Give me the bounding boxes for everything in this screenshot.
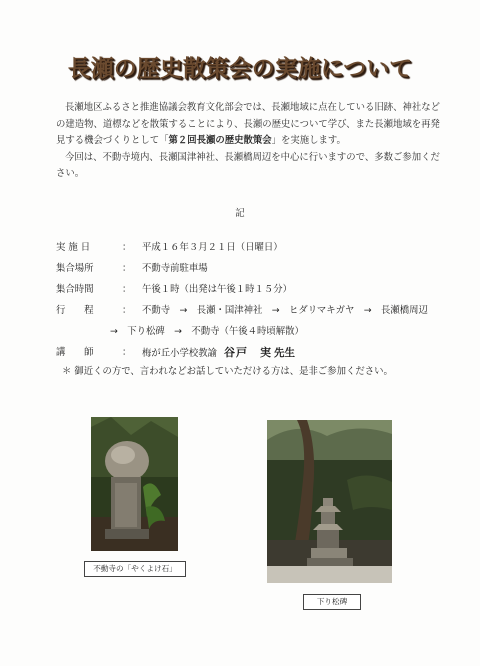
detail-colon: ： bbox=[122, 305, 132, 316]
detail-colon: ： bbox=[122, 242, 132, 253]
detail-value: 不動寺 → 長瀬・国津神社 → ヒダリマキガヤ → 長瀬橋周辺 bbox=[142, 305, 428, 316]
document-title: 長瀬の歴史散策会の実施について bbox=[67, 55, 413, 82]
caption-sagarimatsu-monument: 下り松碑 bbox=[303, 594, 361, 610]
intro-p1-end: 」を実施します。 bbox=[271, 135, 346, 146]
participation-note: ＊ 御近くの方で、言われなどお話していただける方は、是非ご参加ください。 bbox=[62, 366, 393, 377]
detail-value: 午後１時（出発は午後１時１５分） bbox=[142, 284, 293, 295]
lecturer-honorific: 先生 bbox=[274, 347, 296, 359]
intro-p1-text: 長瀬地区ふるさと推進協議会教育文化部会では、長瀬地域に点在している旧跡、神社などの建造物、道標などを散策することにより、長瀬の歴史について学び、また長瀬地域を再発見する機会づくりとして「 bbox=[56, 102, 441, 146]
ki-heading: 記 bbox=[235, 208, 245, 219]
lecturer-name: 谷戸 実 bbox=[224, 346, 273, 359]
detail-colon: ： bbox=[122, 284, 132, 295]
detail-row-lecturer bbox=[56, 342, 456, 363]
detail-value: → 下り松碑 → 不動寺（午後４時頃解散） bbox=[110, 326, 304, 337]
photo-sagarimatsu-monument bbox=[267, 420, 392, 583]
detail-label: 集合時間 bbox=[56, 284, 94, 295]
photo-yakuyoke-stone bbox=[91, 417, 178, 551]
detail-colon: ： bbox=[122, 263, 132, 274]
caption-yakuyoke-stone: 不動寺の「やくよけ石」 bbox=[84, 561, 186, 577]
stone-photo-image bbox=[91, 417, 178, 551]
event-name: 第２回長瀬の歴史散策会 bbox=[168, 135, 272, 146]
detail-label: 行 程 bbox=[56, 305, 94, 316]
intro-paragraph-2: 今回は、不動寺境内、長瀬国津神社、長瀬橋周辺を中心に行いますので、多数ご参加ください。 bbox=[56, 151, 440, 179]
intro-paragraph-1 bbox=[56, 100, 440, 150]
detail-row-route bbox=[56, 300, 456, 321]
detail-value: 平成１６年３月２１日（日曜日） bbox=[142, 242, 283, 253]
lecturer-affiliation: 梅が丘小学校教諭 bbox=[142, 348, 218, 359]
detail-row-date bbox=[56, 237, 456, 258]
detail-colon: ： bbox=[122, 347, 132, 358]
detail-value: 不動寺前駐車場 bbox=[142, 263, 208, 274]
intro-text bbox=[56, 100, 440, 183]
detail-row-route-cont bbox=[56, 321, 456, 342]
detail-value bbox=[142, 342, 295, 364]
detail-row-place bbox=[56, 258, 456, 279]
detail-label: 集合場所 bbox=[56, 263, 94, 274]
pine-monument-image bbox=[267, 420, 392, 583]
detail-row-time bbox=[56, 279, 456, 300]
event-details bbox=[56, 237, 456, 363]
detail-label: 講 師 bbox=[56, 347, 94, 358]
detail-label: 実 施 日 bbox=[56, 242, 91, 253]
